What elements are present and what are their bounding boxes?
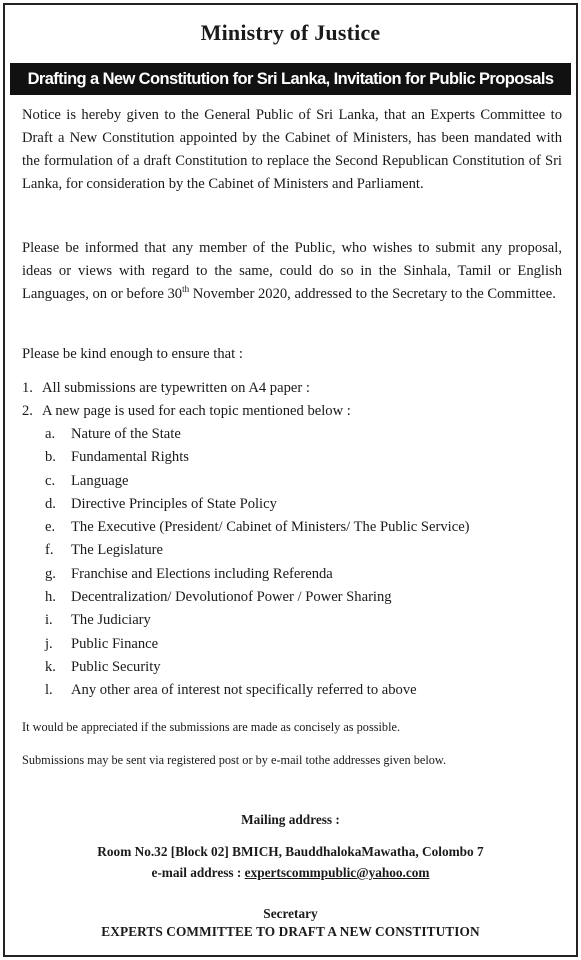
topic-letter: j. <box>45 635 53 652</box>
topic-text: The Executive (President/ Cabinet of Ministers/ The Public Service) <box>71 519 470 536</box>
topic-letter: l. <box>45 682 53 699</box>
topic-item <box>22 563 562 586</box>
topic-text: Public Security <box>71 658 161 675</box>
requirements-list <box>22 377 562 703</box>
topic-item <box>22 679 562 702</box>
email-label: e-mail address : <box>151 865 245 880</box>
topic-text: Language <box>71 472 129 489</box>
ensure-paragraph: Please be kind enough to ensure that : <box>22 346 243 362</box>
topic-text: Nature of the State <box>71 426 181 442</box>
submission-text-a: Please be informed that any member of the Public, who wishes to submit any proposal, ideas or views with regard to the same, could do so in the Sinhala, Tamil or English Languages, on or before 30 <box>22 240 562 302</box>
submission-paragraph <box>22 237 562 306</box>
concise-note: It would be appreciated if the submissions are made as concisely as possible. <box>22 720 401 734</box>
topic-item <box>22 470 562 493</box>
topic-letter: b. <box>45 449 56 466</box>
topic-letter: d. <box>45 495 56 512</box>
topic-letter: a. <box>45 426 56 442</box>
date-suffix: th <box>182 284 190 295</box>
mailing-address-label: Mailing address : <box>241 812 340 827</box>
ministry-title: Ministry of Justice <box>200 20 381 45</box>
topic-text: Decentralization/ Devolutionof Power / Power Sharing <box>71 589 392 606</box>
committee-name: EXPERTS COMMITTEE TO DRAFT A NEW CONSTITUTION <box>101 924 480 939</box>
list-text: A new page is used for each topic mentioned below : <box>42 403 351 419</box>
list-number: 2. <box>22 403 33 419</box>
list-item <box>22 400 562 423</box>
list-text: All submissions are typewritten on A4 paper : <box>42 380 310 396</box>
topic-text: Franchise and Elections including Referenda <box>71 565 333 582</box>
topic-item <box>22 423 562 446</box>
postal-address: Room No.32 [Block 02] BMICH, BauddhalokaMawatha, Colombo 7 <box>97 844 484 859</box>
topic-letter: e. <box>45 519 56 536</box>
topic-text: Directive Principles of State Policy <box>71 495 277 512</box>
topic-item <box>22 633 562 656</box>
topic-letter: k. <box>45 658 56 675</box>
signatory-title: Secretary <box>263 906 318 921</box>
topic-item <box>22 446 562 469</box>
topic-item <box>22 516 562 539</box>
topic-item <box>22 609 562 632</box>
topic-text: Any other area of interest not specifically referred to above <box>71 682 417 699</box>
topic-item <box>22 493 562 516</box>
submission-text-b: November 2020, addressed to the Secretary to the Committee. <box>189 286 556 302</box>
topic-letter: c. <box>45 472 56 489</box>
list-number: 1. <box>22 380 33 396</box>
topic-text: The Judiciary <box>71 612 151 629</box>
topic-item <box>22 586 562 609</box>
topic-text: Public Finance <box>71 635 159 652</box>
topic-letter: g. <box>45 565 56 582</box>
topic-letter: i. <box>45 612 53 629</box>
intro-paragraph: Notice is hereby given to the General Public of Sri Lanka, that an Experts Committee to Draft a New Constitution appointed by the Cabinet of Ministers, has been mandated with the formulation of a draft Constitution to replace the Second Republican Constitution of Sri Lanka, for consideration by the Cabinet of Ministers and Parliament. <box>22 107 562 192</box>
email-address-line <box>0 864 581 882</box>
email-link[interactable]: expertscommpublic@yahoo.com <box>244 865 430 880</box>
notice-banner: Drafting a New Constitution for Sri Lanka, Invitation for Public Proposals <box>10 63 571 95</box>
topic-text: The Legislature <box>71 542 163 559</box>
list-item <box>22 377 562 400</box>
submission-method-note: Submissions may be sent via registered post or by e-mail tothe addresses given below. <box>22 753 447 767</box>
topic-text: Fundamental Rights <box>71 449 189 466</box>
topic-item <box>22 656 562 679</box>
topic-item <box>22 539 562 562</box>
topic-letter: h. <box>45 589 56 606</box>
topic-letter: f. <box>45 542 54 559</box>
